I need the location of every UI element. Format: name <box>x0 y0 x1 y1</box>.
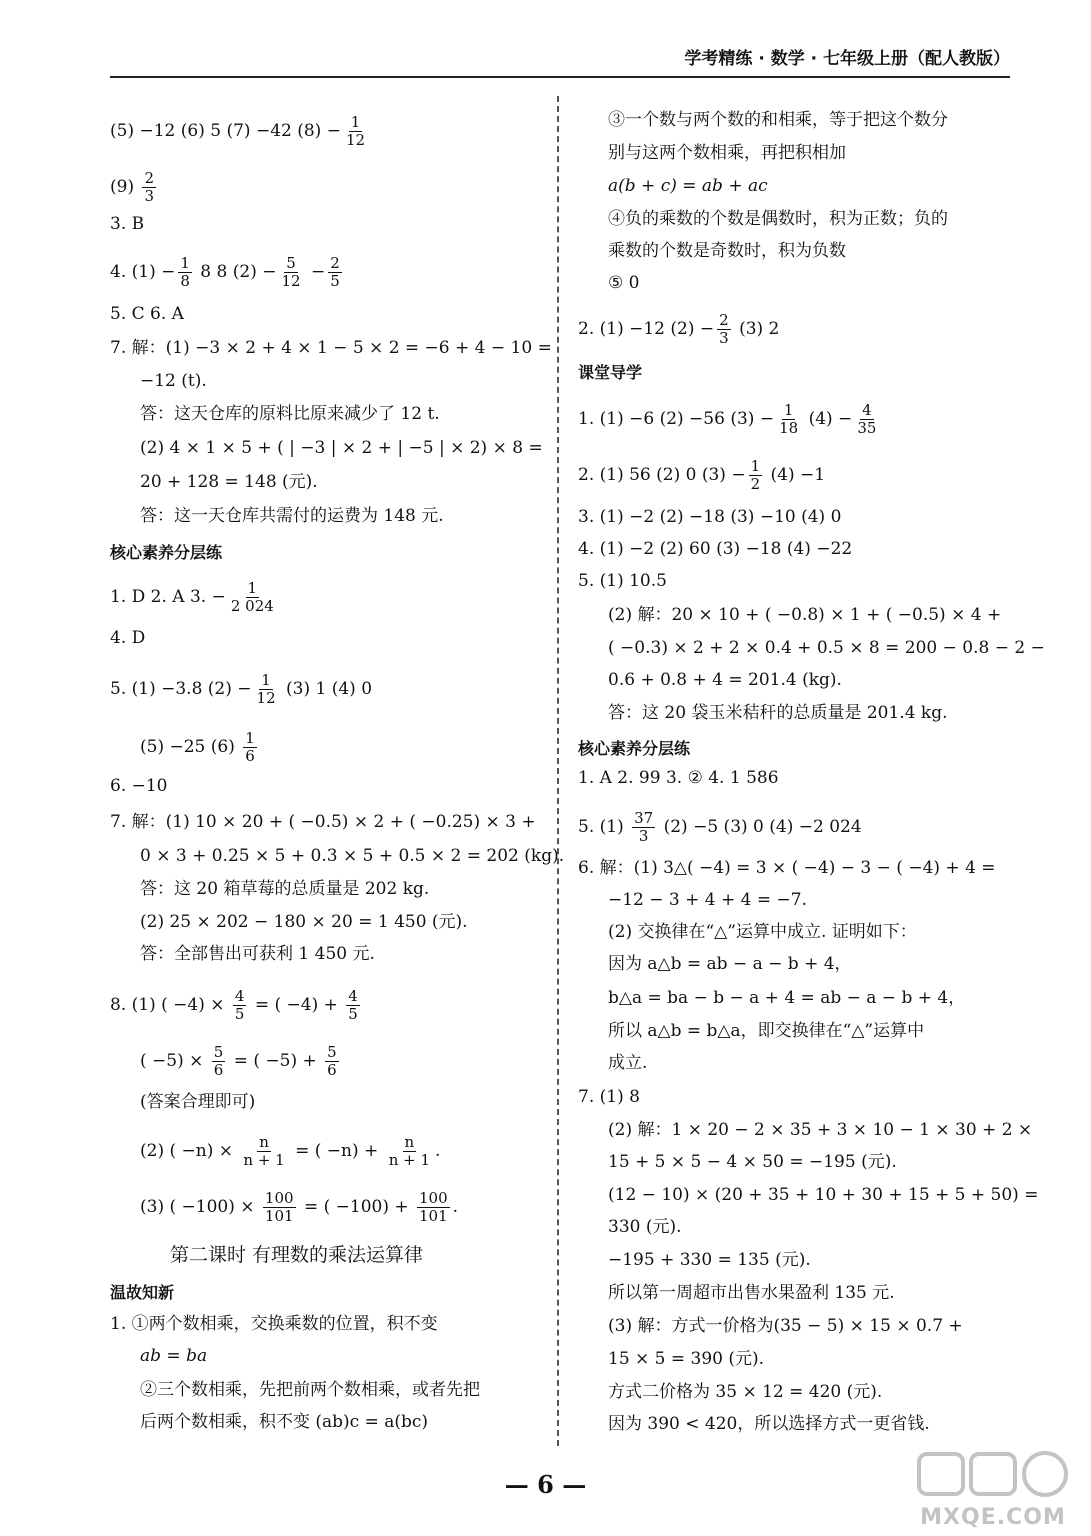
answer-line: 0 × 3 + 0.25 × 5 + 0.3 × 5 + 0.5 × 2 = 202 (kg). <box>140 846 565 866</box>
answer-line: 答：这 20 袋玉米秸秆的总质量是 201.4 kg. <box>608 703 948 723</box>
fraction: $\frac{2}{5}$ <box>330 254 340 290</box>
answer-line: (12 − 10) × (20 + 35 + 10 + 30 + 15 + 5 + 50) = <box>608 1185 1039 1205</box>
answer-line: −12 − 3 + 4 + 4 = −7. <box>608 890 807 910</box>
answer-line: 4. D <box>110 628 146 648</box>
answer-line: 0.6 + 0.8 + 4 = 201.4 (kg). <box>608 670 842 690</box>
answer-line: 6. 解：(1) 3△( −4) = 3 × ( −4) − 3 − ( −4) + 4 = <box>578 858 996 878</box>
answer-line: 5. (1) $\frac{37}{3}$ (2) −5 (3) 0 (4) −2 024 <box>578 809 862 845</box>
fraction: $\frac{2}{3}$ <box>144 169 155 205</box>
answer-line: (2) 交换律在“△”运算中成立. 证明如下： <box>608 922 917 942</box>
section-heading: 核心素养分层练 <box>578 739 691 758</box>
answer-line: −12 (t). <box>140 371 207 391</box>
answer-line: 答：全部售出可获利 1 450 元. <box>140 944 375 964</box>
answer-line: 7. 解：(1) −3 × 2 + 4 × 1 − 5 × 2 = −6 + 4 − 10 = <box>110 338 552 358</box>
running-header: 学考精练 · 数学 · 七年级上册（配人教版） <box>684 49 1010 69</box>
watermark-logo <box>905 1448 1081 1530</box>
fraction: $\frac{n}{n + 1}$ <box>243 1133 285 1169</box>
fraction: $\frac{1}{12}$ <box>345 113 366 149</box>
answer-line: 7. (1) 8 <box>578 1087 640 1107</box>
answer-line: 6. −10 <box>110 776 168 796</box>
watermark-text: MXQE.COM <box>920 1505 1066 1530</box>
answer-line: 20 + 128 = 148 (元). <box>140 472 318 492</box>
header-rule <box>110 76 1010 78</box>
answer-line: (2) 解：1 × 20 − 2 × 35 + 3 × 10 − 1 × 30 + 2 × <box>608 1120 1033 1140</box>
answer-line: 乘数的个数是奇数时，积为负数 <box>608 241 846 261</box>
section-heading: 课堂导学 <box>578 363 643 382</box>
answer-line: (3) ( −100) × $\frac{100}{101}$ = ( −100) + $\frac{100}{101}$ . <box>140 1189 459 1225</box>
fraction: $\frac{4}{5}$ <box>348 987 358 1023</box>
column-divider <box>557 96 559 1446</box>
fraction: $\frac{37}{3}$ <box>634 809 654 845</box>
formula-line: ab = ba <box>140 1346 208 1366</box>
answer-line: 1. ①两个数相乘，交换乘数的位置，积不变 <box>110 1314 438 1334</box>
answer-line: 3. B <box>110 214 145 234</box>
fraction: $\frac{2}{3}$ <box>719 311 729 347</box>
answer-line: b△a = ba − b − a + 4 = ab − a − b + 4， <box>608 988 966 1008</box>
answer-line: 1. (1) −6 (2) −56 (3) − $\frac{1}{18}$ (4) − $\frac{4}{35}$ <box>578 401 877 437</box>
answer-line: 成立. <box>608 1053 648 1073</box>
answer-line: (2) 解：20 × 10 + ( −0.8) × 1 + ( −0.5) × 4 + <box>608 605 1002 625</box>
answer-line: 答：这 20 箱草莓的总质量是 202 kg. <box>140 879 430 899</box>
fraction: $\frac{4}{35}$ <box>857 401 877 437</box>
answer-line: 2. (1) −12 (2) − $\frac{2}{3}$ (3) 2 <box>578 311 780 347</box>
fraction: $\frac{1}{6}$ <box>245 729 255 765</box>
answer-line: ③一个数与两个数的和相乘，等于把这个数分 <box>608 110 948 130</box>
answer-line: ②三个数相乘，先把前两个数相乘，或者先把 <box>140 1380 480 1400</box>
fraction: $\frac{n}{n + 1}$ <box>388 1133 430 1169</box>
answer-line: 因为 a△b = ab − a − b + 4， <box>608 954 852 974</box>
fraction: $\frac{5}{6}$ <box>327 1043 337 1079</box>
answer-line: 方式二价格为 35 × 12 = 420 (元). <box>608 1382 883 1402</box>
answer-line: 5. (1) −3.8 (2) − $\frac{1}{12}$ (3) 1 (4) 0 <box>110 671 373 707</box>
answer-line: 3. (1) −2 (2) −18 (3) −10 (4) 0 <box>578 507 842 527</box>
fraction: $\frac{1}{2}$ <box>750 457 761 493</box>
lesson-title: 第二课时 有理数的乘法运算律 <box>170 1244 424 1266</box>
fraction: $\frac{1}{12}$ <box>256 671 276 707</box>
fraction: $\frac{1}{8}$ <box>180 254 190 290</box>
answer-line: 别与这两个数相乘，再把积相加 <box>608 143 846 163</box>
section-heading: 核心素养分层练 <box>110 543 223 562</box>
answer-line: ( −5) × $\frac{5}{6}$ = ( −5) + $\frac{5}{6}$ <box>140 1043 337 1079</box>
watermark-emblem-icon <box>905 1448 1081 1504</box>
answer-line: 15 × 5 = 390 (元). <box>608 1349 765 1369</box>
answer-line: 5. C 6. A <box>110 304 184 324</box>
answer-line: 所以第一周超市出售水果盈利 135 元. <box>608 1283 895 1303</box>
answer-line: 330 (元). <box>608 1217 682 1237</box>
answer-line: 2. (1) 56 (2) 0 (3) − $\frac{1}{2}$ (4) −1 <box>578 457 826 493</box>
answer-line: ④负的乘数的个数是偶数时，积为正数；负的 <box>608 209 948 229</box>
answer-line: (5) −12 (6) 5 (7) −42 (8) − $\frac{1}{12}$ <box>110 113 366 149</box>
answer-line: (2) 25 × 202 − 180 × 20 = 1 450 (元). <box>140 912 468 932</box>
fraction: $\frac{100}{101}$ <box>264 1189 294 1225</box>
answer-line: 5. (1) 10.5 <box>578 571 667 591</box>
answer-line: (2) 4 × 1 × 5 + ( | −3 | × 2 + | −5 | × 2) × 8 = <box>140 438 543 458</box>
section-heading: 温故知新 <box>110 1283 175 1302</box>
fraction: $\frac{4}{5}$ <box>234 987 245 1023</box>
answer-line: 后两个数相乘，积不变 (ab)c = a(bc) <box>140 1412 429 1432</box>
fraction: $\frac{100}{101}$ <box>419 1189 448 1225</box>
answer-line: ⑤ 0 <box>608 273 640 293</box>
answer-line: (9) $\frac{2}{3}$ <box>110 169 155 205</box>
answer-line: 4. (1) − $\frac{1}{8}$ 8 8 (2) − $\frac{5}{12}$ − $\frac{2}{5}$ <box>110 254 340 290</box>
answer-line: 7. 解：(1) 10 × 20 + ( −0.5) × 2 + ( −0.25) × 3 + <box>110 812 536 832</box>
formula-line: a(b + c) = ab + ac <box>608 176 768 196</box>
answer-line: 所以 a△b = b△a，即交换律在“△”运算中 <box>608 1021 925 1041</box>
page-number: — 6 — <box>504 1470 587 1499</box>
answer-line: 15 + 5 × 5 − 4 × 50 = −195 (元). <box>608 1152 897 1172</box>
answer-line: (5) −25 (6) $\frac{1}{6}$ <box>140 729 255 765</box>
answer-line: 因为 390 < 420，所以选择方式一更省钱. <box>608 1414 930 1434</box>
answer-line: 答：这一天仓库共需付的运费为 148 元. <box>140 506 444 526</box>
fraction: $\frac{1}{18}$ <box>779 401 799 437</box>
answer-line: (3) 解：方式一价格为(35 − 5) × 15 × 0.7 + <box>608 1316 963 1336</box>
answer-line: (2) ( −n) × $\frac{n}{n + 1}$ = ( −n) + $\frac{n}{n + 1}$ . <box>140 1133 441 1169</box>
answer-line: −195 + 330 = 135 (元). <box>608 1250 811 1270</box>
fraction: $\frac{5}{6}$ <box>213 1043 224 1079</box>
fraction: $\frac{1}{2 024}$ <box>230 579 274 615</box>
answer-line: (答案合理即可) <box>140 1092 256 1112</box>
answer-line: 8. (1) ( −4) × $\frac{4}{5}$ = ( −4) + $\frac{4}{5}$ <box>110 987 358 1023</box>
fraction: $\frac{5}{12}$ <box>281 254 301 290</box>
answer-line: 4. (1) −2 (2) 60 (3) −18 (4) −22 <box>578 539 853 559</box>
answer-line: 答：这天仓库的原料比原来减少了 12 t. <box>140 404 440 424</box>
answer-line: 1. A 2. 99 3. ② 4. 1 586 <box>578 768 779 788</box>
answer-line: 1. D 2. A 3. − $\frac{1}{2 024}$ <box>110 579 274 615</box>
answer-line: ( −0.3) × 2 + 2 × 0.4 + 0.5 × 8 = 200 − 0.8 − 2 − <box>608 638 1045 658</box>
